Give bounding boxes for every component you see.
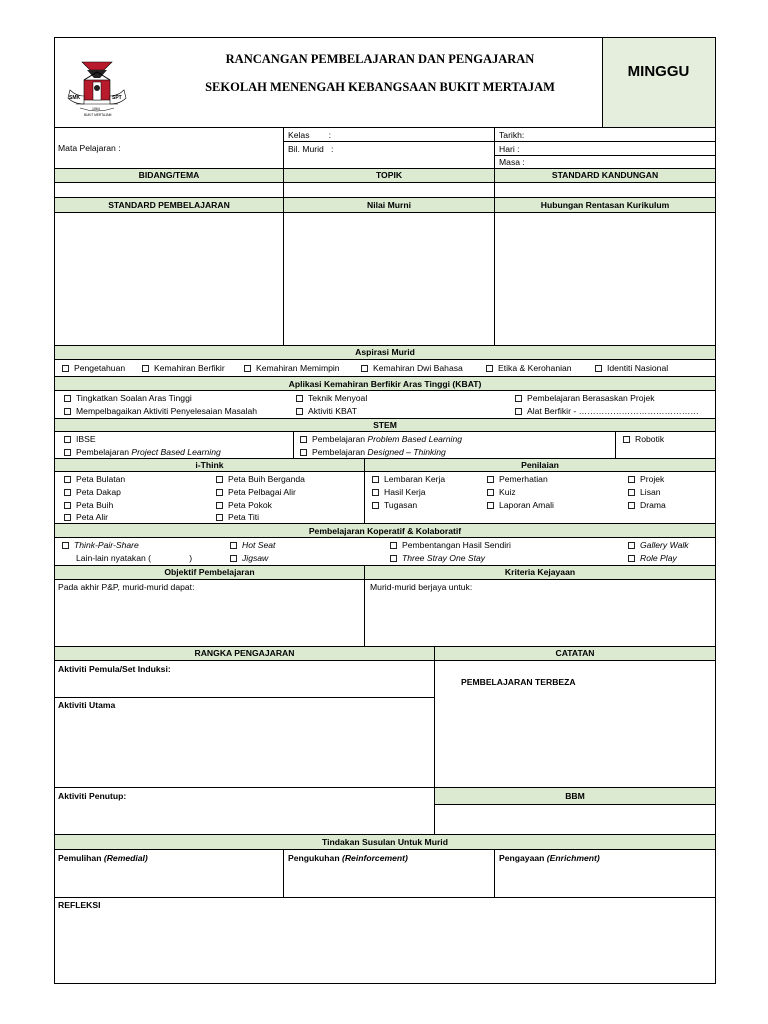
checkbox-icon — [296, 408, 303, 415]
time-field[interactable]: Masa : — [499, 157, 525, 167]
day-field[interactable]: Hari : — [499, 144, 520, 154]
pembelajaran-terbeza[interactable]: PEMBELAJARAN TERBEZA — [461, 677, 576, 687]
checkbox-icon — [64, 436, 71, 443]
hubungan-header: Hubungan Rentasan Kurikulum — [540, 200, 670, 210]
ithink-bulatan[interactable]: Peta Bulatan — [64, 473, 125, 485]
kbat-header: Aplikasi Kemahiran Berfikir Aras Tinggi (KBAT) — [288, 379, 482, 389]
kbat-alat[interactable]: Alat Berfikir - …………………………………… — [515, 405, 699, 417]
ithink-header: i-Think — [195, 460, 224, 470]
catatan-header: CATATAN — [555, 648, 595, 658]
class-field[interactable]: Kelas : — [288, 130, 331, 140]
checkbox-icon — [623, 436, 630, 443]
objektif-header: Objektif Pembelajaran — [164, 567, 255, 577]
koperatif-header: Pembelajaran Koperatif & Kolaboratif — [308, 526, 462, 536]
checkbox-icon — [515, 395, 522, 402]
koperatif-three-stray[interactable]: Three Stray One Stay — [390, 552, 485, 564]
kbat-menyoal[interactable]: Teknik Menyoal — [296, 392, 367, 404]
sp-header: STANDARD PEMBELAJARAN — [108, 200, 230, 210]
penilaian-projek[interactable]: Projek — [628, 473, 664, 485]
ithink-buih-berganda[interactable]: Peta Buih Berganda — [216, 473, 305, 485]
date-field[interactable]: Tarikh: — [499, 130, 525, 140]
checkbox-icon — [361, 365, 368, 372]
bidang-header: BIDANG/TEMA — [138, 170, 200, 180]
penilaian-lisan[interactable]: Lisan — [628, 486, 661, 498]
week-label: MINGGU — [627, 63, 690, 80]
pemulihan-field[interactable]: Pemulihan (Remedial) — [58, 853, 148, 863]
aspirasi-pengetahuan[interactable]: Pengetahuan — [62, 362, 125, 374]
tindakan-header: Tindakan Susulan Untuk Murid — [322, 837, 448, 847]
checkbox-icon — [372, 502, 379, 509]
checkbox-icon — [216, 476, 223, 483]
checkbox-icon — [216, 489, 223, 496]
checkbox-icon — [486, 365, 493, 372]
penilaian-drama[interactable]: Drama — [628, 499, 666, 511]
objektif-text[interactable]: Pada akhir P&P, murid-murid dapat: — [58, 582, 195, 592]
checkbox-icon — [64, 408, 71, 415]
ithink-dakap[interactable]: Peta Dakap — [64, 486, 121, 498]
koperatif-jigsaw[interactable]: Jigsaw — [230, 552, 268, 564]
logo-motto: BUKIT MERTAJAM — [84, 113, 112, 117]
checkbox-icon — [372, 489, 379, 496]
checkbox-icon — [487, 502, 494, 509]
title-line-2: SEKOLAH MENENGAH KEBANGSAAN BUKIT MERTAJAM — [205, 80, 555, 94]
pengayaan-field[interactable]: Pengayaan (Enrichment) — [499, 853, 600, 863]
checkbox-icon — [390, 542, 397, 549]
logo-right-text: SPT — [112, 95, 122, 101]
aspirasi-dwi-bahasa[interactable]: Kemahiran Dwi Bahasa — [361, 362, 463, 374]
subject-field[interactable]: Mata Pelajaran : — [58, 143, 121, 153]
checkbox-icon — [296, 395, 303, 402]
checkbox-icon — [64, 395, 71, 402]
koperatif-lain[interactable]: Lain-lain nyatakan ( ) — [76, 553, 193, 563]
checkbox-icon — [64, 514, 71, 521]
koperatif-gallery[interactable]: Gallery Walk — [628, 539, 689, 551]
aktiviti-pemula[interactable]: Aktiviti Pemula/Set Induksi: — [58, 664, 171, 674]
ithink-pokok[interactable]: Peta Pokok — [216, 499, 272, 511]
stem-designed-thinking[interactable]: Pembelajaran Designed – Thinking — [300, 446, 446, 458]
aspirasi-berfikir[interactable]: Kemahiran Berfikir — [142, 362, 225, 374]
aspirasi-memimpin[interactable]: Kemahiran Memimpin — [244, 362, 340, 374]
rangka-header: RANGKA PENGAJARAN — [194, 648, 295, 658]
penilaian-header: Penilaian — [521, 460, 559, 470]
checkbox-icon — [390, 555, 397, 562]
kriteria-text[interactable]: Murid-murid berjaya untuk: — [370, 582, 473, 592]
checkbox-icon — [216, 514, 223, 521]
koperatif-tps[interactable]: Think-Pair-Share — [62, 539, 139, 551]
nilai-header: Nilai Murni — [367, 200, 411, 210]
checkbox-icon — [372, 476, 379, 483]
topik-header: TOPIK — [375, 170, 403, 180]
week-box — [602, 38, 715, 128]
checkbox-icon — [628, 542, 635, 549]
aspirasi-etika[interactable]: Etika & Kerohanian — [486, 362, 572, 374]
checkbox-icon — [595, 365, 602, 372]
kbat-aktiviti[interactable]: Aktiviti KBAT — [296, 405, 357, 417]
penilaian-kuiz[interactable]: Kuiz — [487, 486, 516, 498]
checkbox-icon — [142, 365, 149, 372]
kbat-soalan[interactable]: Tingkatkan Soalan Aras Tinggi — [64, 392, 192, 404]
checkbox-icon — [230, 555, 237, 562]
stem-project-based[interactable]: Pembelajaran Project Based Learning — [64, 446, 221, 458]
koperatif-pembentangan[interactable]: Pembentangan Hasil Sendiri — [390, 539, 511, 551]
checkbox-icon — [487, 476, 494, 483]
checkbox-icon — [300, 449, 307, 456]
stem-problem-based[interactable]: Pembelajaran Problem Based Learning — [300, 433, 462, 445]
checkbox-icon — [244, 365, 251, 372]
checkbox-icon — [628, 555, 635, 562]
checkbox-icon — [230, 542, 237, 549]
checkbox-icon — [628, 502, 635, 509]
checkbox-icon — [515, 408, 522, 415]
ithink-alir[interactable]: Peta Alir — [64, 511, 108, 523]
koperatif-hot-seat[interactable]: Hot Seat — [230, 539, 275, 551]
checkbox-icon — [64, 489, 71, 496]
title-line-1: RANCANGAN PEMBELAJARAN DAN PENGAJARAN — [225, 52, 535, 66]
stem-ibse[interactable]: IBSE — [64, 433, 96, 445]
kriteria-header: Kriteria Kejayaan — [504, 567, 576, 577]
checkbox-icon — [487, 489, 494, 496]
checkbox-icon — [62, 365, 69, 372]
ithink-buih[interactable]: Peta Buih — [64, 499, 113, 511]
koperatif-role-play[interactable]: Role Play — [628, 552, 677, 564]
bbm-header: BBM — [565, 791, 585, 801]
students-field[interactable]: Bil. Murid : — [288, 144, 334, 154]
pengukuhan-field[interactable]: Pengukuhan (Reinforcement) — [288, 853, 408, 863]
kbat-projek[interactable]: Pembelajaran Berasaskan Projek — [515, 392, 655, 404]
kbat-masalah[interactable]: Mempelbagaikan Aktiviti Penyelesaian Masalah — [64, 405, 257, 417]
checkbox-icon — [62, 542, 69, 549]
aspirasi-header: Aspirasi Murid — [355, 347, 415, 357]
checkbox-icon — [300, 436, 307, 443]
ithink-titi[interactable]: Peta Titi — [216, 511, 259, 523]
checkbox-icon — [64, 476, 71, 483]
penilaian-hasil[interactable]: Hasil Kerja — [372, 486, 426, 498]
logo-year: 1964 — [92, 107, 100, 111]
penilaian-laporan[interactable]: Laporan Amali — [487, 499, 554, 511]
checkbox-icon — [64, 449, 71, 456]
refleksi-field[interactable]: REFLEKSI — [58, 900, 101, 910]
ithink-pelbagai-alir[interactable]: Peta Pelbagai Alir — [216, 486, 296, 498]
stem-robotik[interactable]: Robotik — [623, 433, 664, 445]
aktiviti-penutup[interactable]: Aktiviti Penutup: — [58, 791, 127, 801]
checkbox-icon — [216, 502, 223, 509]
checkbox-icon — [628, 476, 635, 483]
sk-header: STANDARD KANDUNGAN — [551, 170, 659, 180]
penilaian-tugasan[interactable]: Tugasan — [372, 499, 417, 511]
checkbox-icon — [64, 502, 71, 509]
logo-left-text: SMK — [69, 95, 81, 101]
penilaian-lembaran[interactable]: Lembaran Kerja — [372, 473, 445, 485]
penilaian-pemerhatian[interactable]: Pemerhatian — [487, 473, 548, 485]
stem-header: STEM — [373, 420, 397, 430]
checkbox-icon — [628, 489, 635, 496]
aspirasi-identiti[interactable]: Identiti Nasional — [595, 362, 668, 374]
aktiviti-utama[interactable]: Aktiviti Utama — [58, 700, 116, 710]
school-logo — [62, 52, 132, 122]
